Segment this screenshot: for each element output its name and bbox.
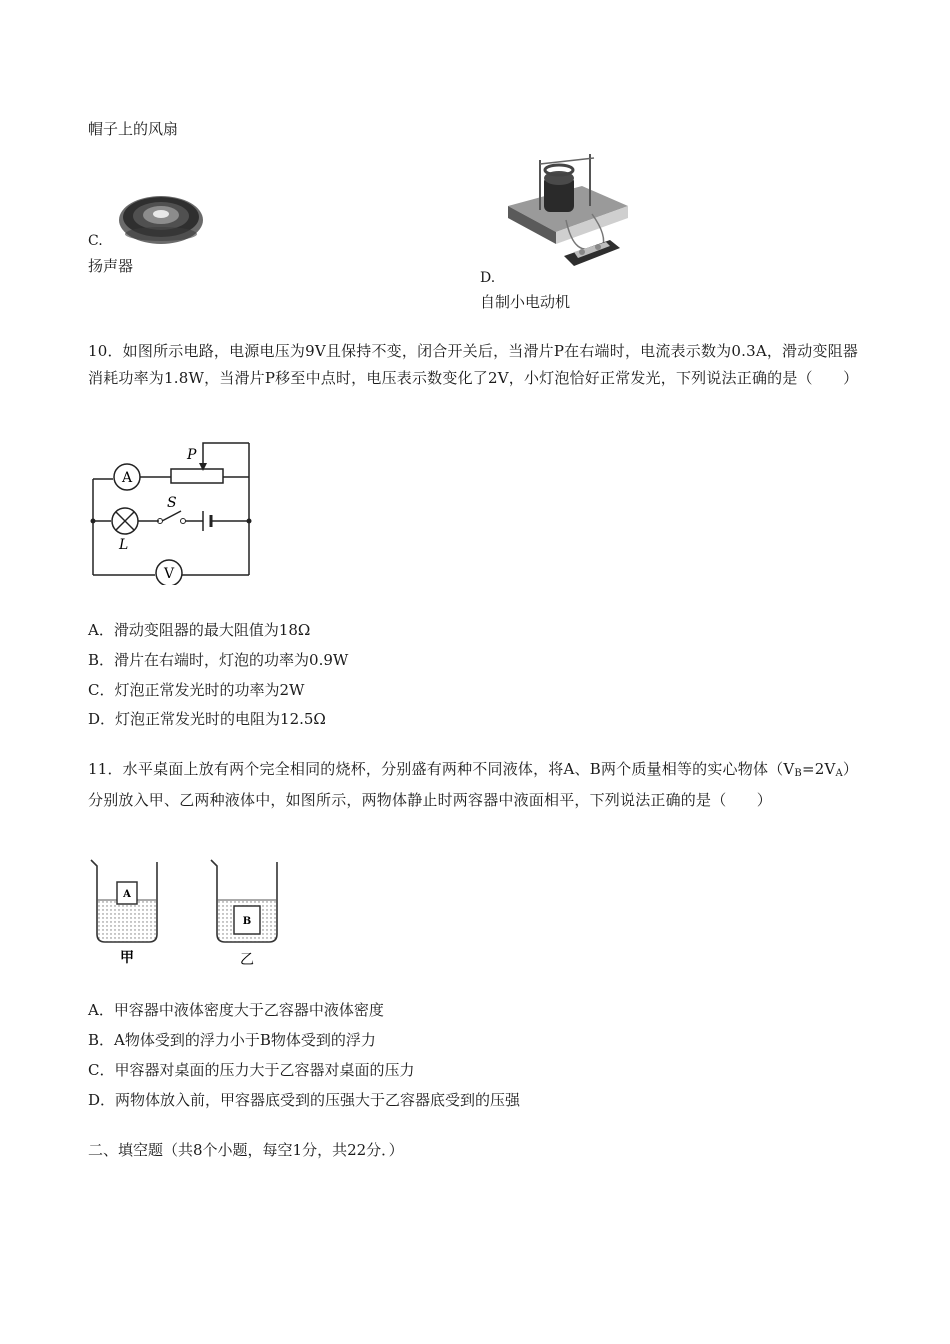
voltmeter-label: V	[163, 566, 175, 582]
option-c-letter: C.	[88, 233, 103, 249]
option-b-caption: 帽子上的风扇	[88, 120, 179, 138]
slider-label: P	[187, 447, 197, 463]
beakers-figure	[85, 856, 295, 971]
q11-option-b: B．A物体受到的浮力小于B物体受到的浮力	[88, 1031, 376, 1049]
speaker-image	[116, 190, 206, 246]
block-b-label: B	[242, 916, 252, 927]
question-11-stem	[88, 756, 868, 814]
block-a-label: A	[123, 889, 131, 900]
beaker-right-label: 乙	[240, 952, 254, 968]
beaker-left-label: 甲	[120, 950, 134, 966]
circuit-diagram	[85, 435, 265, 585]
q11-option-a: A．甲容器中液体密度大于乙容器中液体密度	[88, 1001, 384, 1019]
subscript-a: A	[835, 768, 843, 779]
stem-part-2: =2V	[801, 760, 836, 778]
stem-part-1: 11．水平桌面上放有两个完全相同的烧杯，分别盛有两种不同液体，将A、B两个质量相等的实心物体（V	[88, 760, 795, 778]
q10-option-d: D．灯泡正常发光时的电阻为12.5Ω	[88, 710, 326, 728]
q11-option-d: D．两物体放入前，甲容器底受到的压强大于乙容器底受到的压强	[88, 1091, 521, 1109]
q10-option-a: A．滑动变阻器的最大阻值为18Ω	[88, 621, 311, 639]
q11-option-c: C．甲容器对桌面的压力大于乙容器对桌面的压力	[88, 1061, 415, 1079]
q10-option-c: C．灯泡正常发光时的功率为2W	[88, 681, 305, 699]
ammeter-label: A	[121, 470, 133, 486]
lamp-label: L	[119, 537, 129, 553]
option-d-caption: 自制小电动机	[480, 293, 571, 311]
subscript-b: B	[794, 768, 802, 779]
option-d-letter: D.	[480, 270, 496, 286]
option-c-caption: 扬声器	[88, 257, 134, 275]
question-10-stem: 10．如图所示电路，电源电压为9V且保持不变，闭合开关后，当滑片P在右端时，电流表示数为0.3A，滑动变阻器消耗功率为1.8W，当滑片P移至中点时，电压表示数变化了2V，小灯泡恰好正常发光，下列说法正确的是（ ）	[88, 342, 859, 387]
section-2-heading: 二、填空题（共8个小题，每空1分，共22分．）	[88, 1141, 404, 1159]
motor-image	[502, 148, 632, 278]
q10-option-b: B．滑片在右端时，灯泡的功率为0.9W	[88, 651, 349, 669]
stem-part-3: ）分别放入甲、乙两种液体中，如图所示，两物体静止时两容器中液面相平，下列说法正确的是（ ）	[88, 760, 859, 809]
switch-label: S	[167, 495, 177, 511]
